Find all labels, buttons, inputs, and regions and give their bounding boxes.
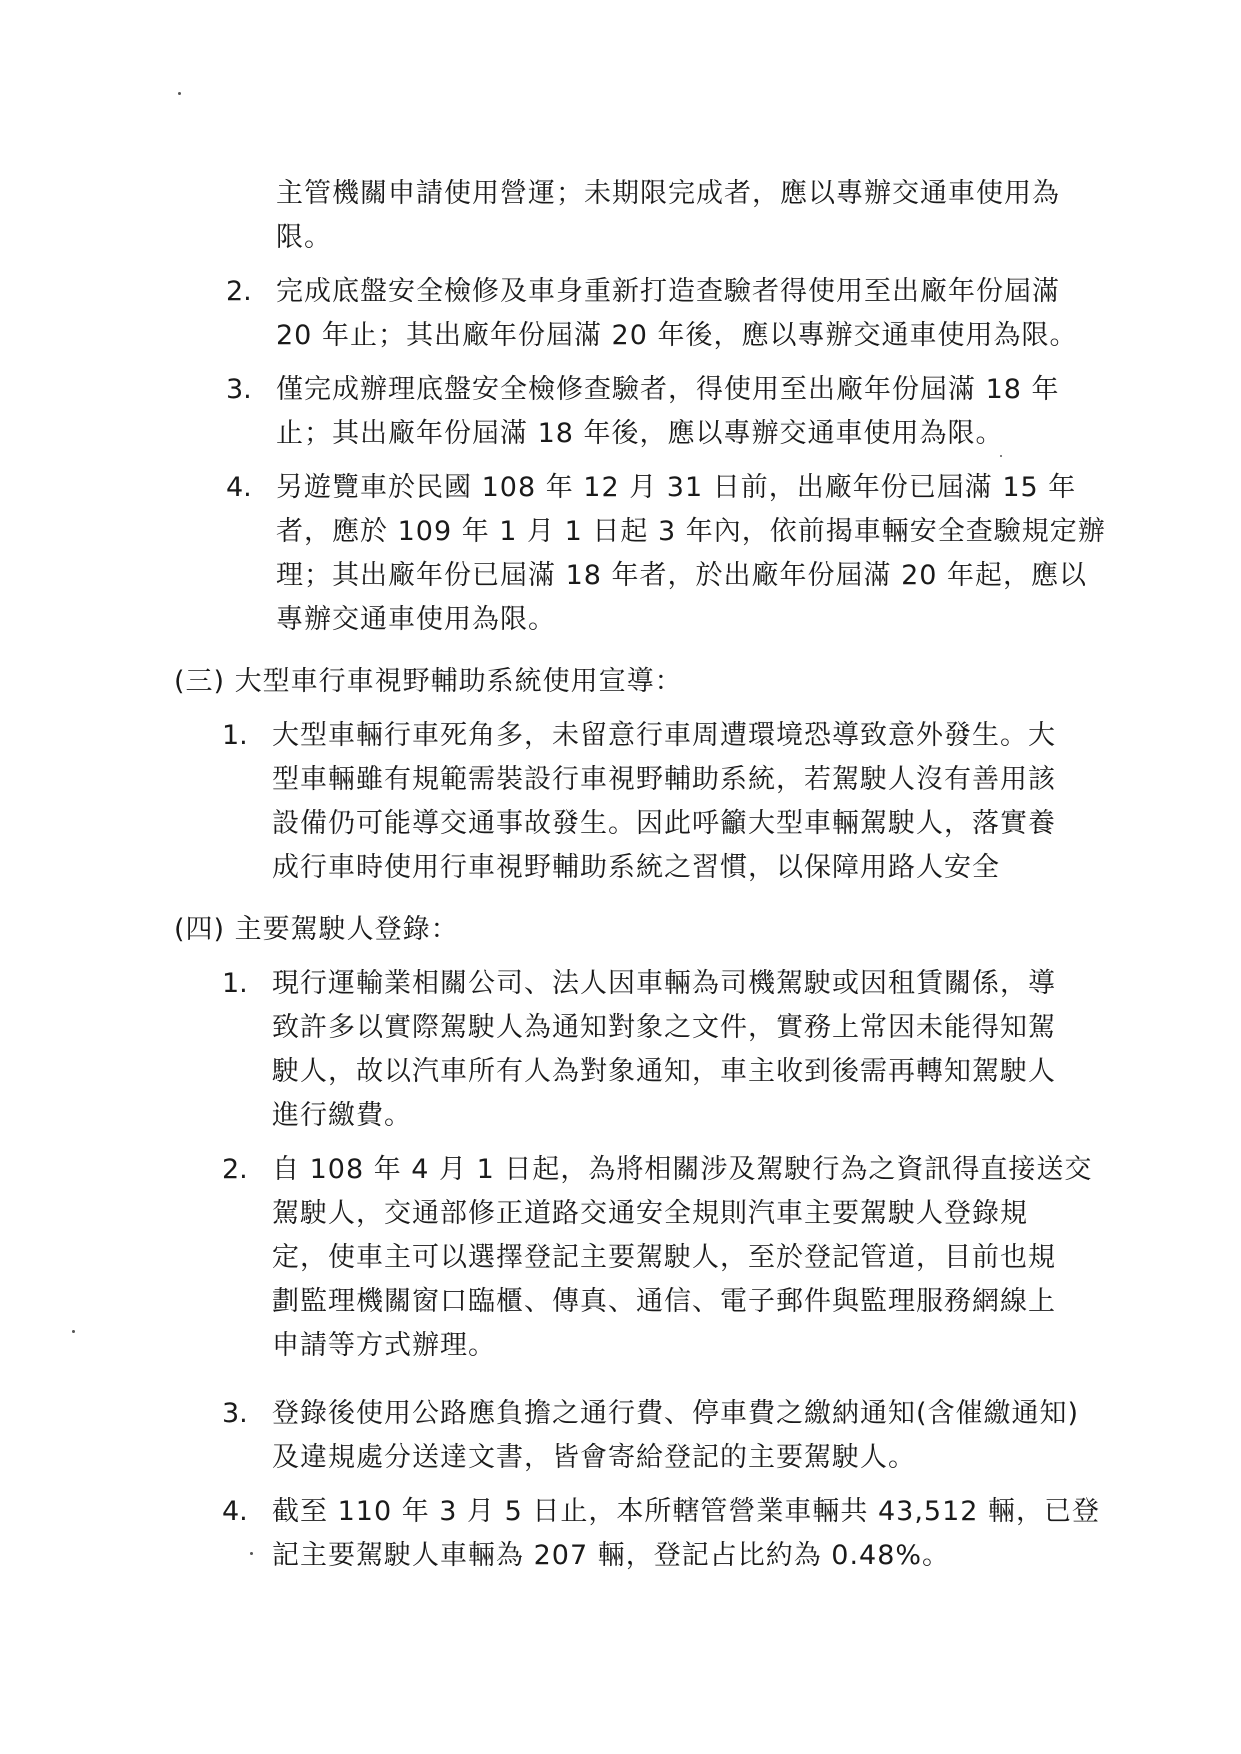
list-item-number: 4. xyxy=(226,472,252,503)
list-item-line: 登錄後使用公路應負擔之通行費、停車費之繳納通知(含催繳通知) xyxy=(272,1398,1080,1429)
list-item-line: 成行車時使用行車視野輔助系統之習慣，以保障用路人安全 xyxy=(272,852,1000,883)
list-item-line: 駕駛人，交通部修正道路交通安全規則汽車主要駕駛人登錄規 xyxy=(272,1198,1028,1229)
list-item-line: 劃監理機關窗口臨櫃、傳真、通信、電子郵件與監理服務網線上 xyxy=(272,1286,1056,1317)
scan-speck xyxy=(178,92,181,95)
list-item-number: 4. xyxy=(222,1496,248,1527)
list-item-line: 完成底盤安全檢修及車身重新打造查驗者得使用至出廠年份屆滿 xyxy=(276,276,1060,307)
list-item-line: 型車輛雖有規範需裝設行車視野輔助系統，若駕駛人沒有善用該 xyxy=(272,764,1056,795)
list-item-line: 專辦交通車使用為限。 xyxy=(276,604,556,635)
list-item-line: 自 108 年 4 月 1 日起，為將相關涉及駕駛行為之資訊得直接送交 xyxy=(272,1154,1093,1185)
list-item-line: 及違規處分送達文書，皆會寄給登記的主要駕駛人。 xyxy=(272,1442,916,1473)
list-item-line: 駛人，故以汽車所有人為對象通知，車主收到後需再轉知駕駛人 xyxy=(272,1056,1056,1087)
section-heading: (四) 主要駕駛人登錄： xyxy=(174,914,459,945)
list-item-number: 3. xyxy=(226,374,252,405)
list-item-number: 1. xyxy=(222,720,248,751)
list-item-line: 設備仍可能導交通事故發生。因此呼籲大型車輛駕駛人，落實養 xyxy=(272,808,1056,839)
scan-speck xyxy=(1000,455,1002,457)
list-item-line: 者，應於 109 年 1 月 1 日起 3 年內，依前揭車輛安全查驗規定辦 xyxy=(276,516,1106,547)
list-item-number: 3. xyxy=(222,1398,248,1429)
scan-speck xyxy=(72,1330,75,1333)
list-item-line: 止；其出廠年份屆滿 18 年後，應以專辦交通車使用為限。 xyxy=(276,418,1004,449)
continuation-line: 主管機關申請使用營運；未期限完成者，應以專辦交通車使用為 xyxy=(276,178,1060,209)
list-item-line: 大型車輛行車死角多，未留意行車周遭環境恐導致意外發生。大 xyxy=(272,720,1056,751)
list-item-number: 2. xyxy=(222,1154,248,1185)
list-item-line: 截至 110 年 3 月 5 日止，本所轄管營業車輛共 43,512 輛，已登 xyxy=(272,1496,1101,1527)
list-item-line: 定，使車主可以選擇登記主要駕駛人，至於登記管道，目前也規 xyxy=(272,1242,1056,1273)
list-item-line: 20 年止；其出廠年份屆滿 20 年後，應以專辦交通車使用為限。 xyxy=(276,320,1078,351)
list-item-line: 進行繳費。 xyxy=(272,1100,412,1131)
list-item-line: 申請等方式辦理。 xyxy=(272,1330,496,1361)
list-item-line: 僅完成辦理底盤安全檢修查驗者，得使用至出廠年份屆滿 18 年 xyxy=(276,374,1060,405)
list-item-line: 現行運輸業相關公司、法人因車輛為司機駕駛或因租賃關係，導 xyxy=(272,968,1056,999)
list-item-line: 致許多以實際駕駛人為通知對象之文件，實務上常因未能得知駕 xyxy=(272,1012,1056,1043)
list-item-line: 記主要駕駛人車輛為 207 輛，登記占比約為 0.48%。 xyxy=(272,1540,951,1571)
list-item-number: 1. xyxy=(222,968,248,999)
continuation-line: 限。 xyxy=(276,222,332,253)
section-heading: (三) 大型車行車視野輔助系統使用宣導： xyxy=(174,666,683,697)
scan-speck xyxy=(250,1552,253,1555)
list-item-line: 另遊覽車於民國 108 年 12 月 31 日前，出廠年份已屆滿 15 年 xyxy=(276,472,1077,503)
list-item-line: 理；其出廠年份已屆滿 18 年者，於出廠年份屆滿 20 年起，應以 xyxy=(276,560,1088,591)
list-item-number: 2. xyxy=(226,276,252,307)
